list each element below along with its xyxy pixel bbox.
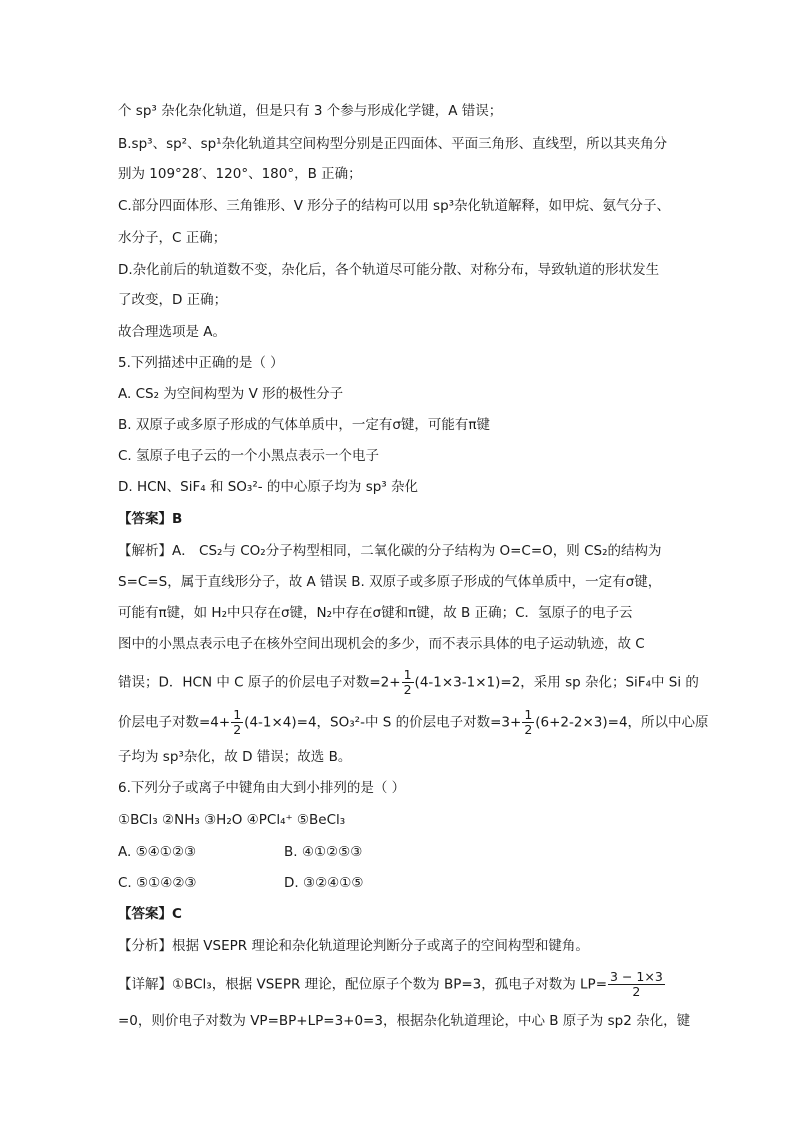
answer-5: 【答案】B (118, 511, 183, 527)
text-segment: 错误；D．HCN 中 C 原子的价层电子对数=2+ (118, 674, 401, 691)
question-6-option-d: D. ③②④①⑤ (284, 875, 364, 891)
text-line: D.杂化前后的轨道数不变，杂化后，各个轨道尽可能分散、对称分布，导致轨道的形状发生 (118, 262, 660, 278)
fraction-numerator: 1 (233, 707, 242, 722)
question-6-items: ①BCl₃ ②NH₃ ③H₂O ④PCl₄⁺ ⑤BeCl₃ (118, 812, 346, 828)
question-6-option-c: C. ⑤①④②③ (118, 875, 197, 891)
fraction (231, 708, 243, 737)
detail-line: =0，则价电子对数为 VP=BP+LP=3+0=3，根据杂化轨道理论，中心 B 原子为 sp2 杂化，键 (118, 1013, 691, 1029)
question-5-stem: 5.下列描述中正确的是（ ） (118, 355, 284, 371)
text-line: C.部分四面体形、三角锥形、V 形分子的结构可以用 sp³杂化轨道解释，如甲烷、氨气分子、 (118, 198, 671, 214)
fraction-numerator: 1 (403, 667, 412, 682)
text-line: 个 sp³ 杂化杂化轨道，但是只有 3 个参与形成化学键，A 错误； (118, 103, 503, 119)
explanation-line: 图中的小黑点表示电子在核外空间出现机会的多少，而不表示具体的电子运动轨迹，故 C (118, 636, 645, 652)
fraction-denominator: 2 (524, 722, 533, 737)
explanation-line: 【解析】A． CS₂与 CO₂分子构型相同，二氧化碳的分子结构为 O=C=O，则 CS₂的结构为 (118, 543, 662, 559)
text-segment: (6+2-2×3)=4，所以中心原 (535, 714, 709, 731)
question-6-stem: 6.下列分子或离子中键角由大到小排列的是（ ） (118, 780, 406, 796)
text-segment: 【详解】①BCl₃，根据 VSEPR 理论，配位原子个数为 BP=3，孤电子对数为 LP= (118, 976, 608, 993)
analysis-line: 【分析】根据 VSEPR 理论和杂化轨道理论判断分子或离子的空间构型和键角。 (118, 938, 589, 954)
text-line: 了改变，D 正确； (118, 292, 228, 308)
question-6-option-b: B. ④①②⑤③ (284, 844, 363, 860)
answer-6: 【答案】C (118, 906, 182, 922)
text-line: 水分子，C 正确； (118, 230, 227, 246)
explanation-line-fraction-2 (118, 708, 709, 737)
fraction-numerator: 1 (524, 707, 533, 722)
text-segment: (4-1×3-1×1)=2，采用 sp 杂化；SiF₄中 Si 的 (414, 674, 699, 691)
text-line: B.sp³、sp²、sp¹杂化轨道其空间构型分别是正四面体、平面三角形、直线型，所以其夹角分 (118, 136, 668, 152)
explanation-line-fraction-1 (118, 668, 699, 697)
question-5-option-b: B. 双原子或多原子形成的气体单质中，一定有σ键，可能有π键 (118, 417, 491, 433)
text-line: 故合理选项是 A。 (118, 324, 227, 340)
fraction (522, 708, 534, 737)
explanation-line: 子均为 sp³杂化，故 D 错误；故选 B。 (118, 749, 352, 765)
question-5-option-c: C. 氢原子电子云的一个小黑点表示一个电子 (118, 448, 380, 464)
question-6-option-a: A. ⑤④①②③ (118, 844, 197, 860)
explanation-line: 可能有π键，如 H₂中只存在σ键，N₂中存在σ键和π键，故 B 正确；C．氢原子的电子云 (118, 605, 633, 621)
fraction-denominator: 2 (403, 682, 412, 697)
detail-line-fraction (118, 970, 666, 999)
fraction (608, 970, 665, 999)
question-5-option-a: A. CS₂ 为空间构型为 V 形的极性分子 (118, 386, 344, 402)
fraction-denominator: 2 (608, 984, 665, 999)
text-segment: 价层电子对数=4+ (118, 714, 231, 731)
explanation-line: S=C=S，属于直线形分子，故 A 错误 B. 双原子或多原子形成的气体单质中，一定有σ键， (118, 574, 662, 590)
text-line: 别为 109°28′、120°、180°，B 正确； (118, 166, 362, 182)
fraction (402, 668, 414, 697)
question-5-option-d: D. HCN、SiF₄ 和 SO₃²- 的中心原子均为 sp³ 杂化 (118, 479, 419, 495)
fraction-denominator: 2 (233, 722, 242, 737)
fraction-numerator: 3 − 1×3 (610, 969, 663, 984)
text-segment: (4-1×4)=4，SO₃²-中 S 的价层电子对数=3+ (244, 714, 522, 731)
